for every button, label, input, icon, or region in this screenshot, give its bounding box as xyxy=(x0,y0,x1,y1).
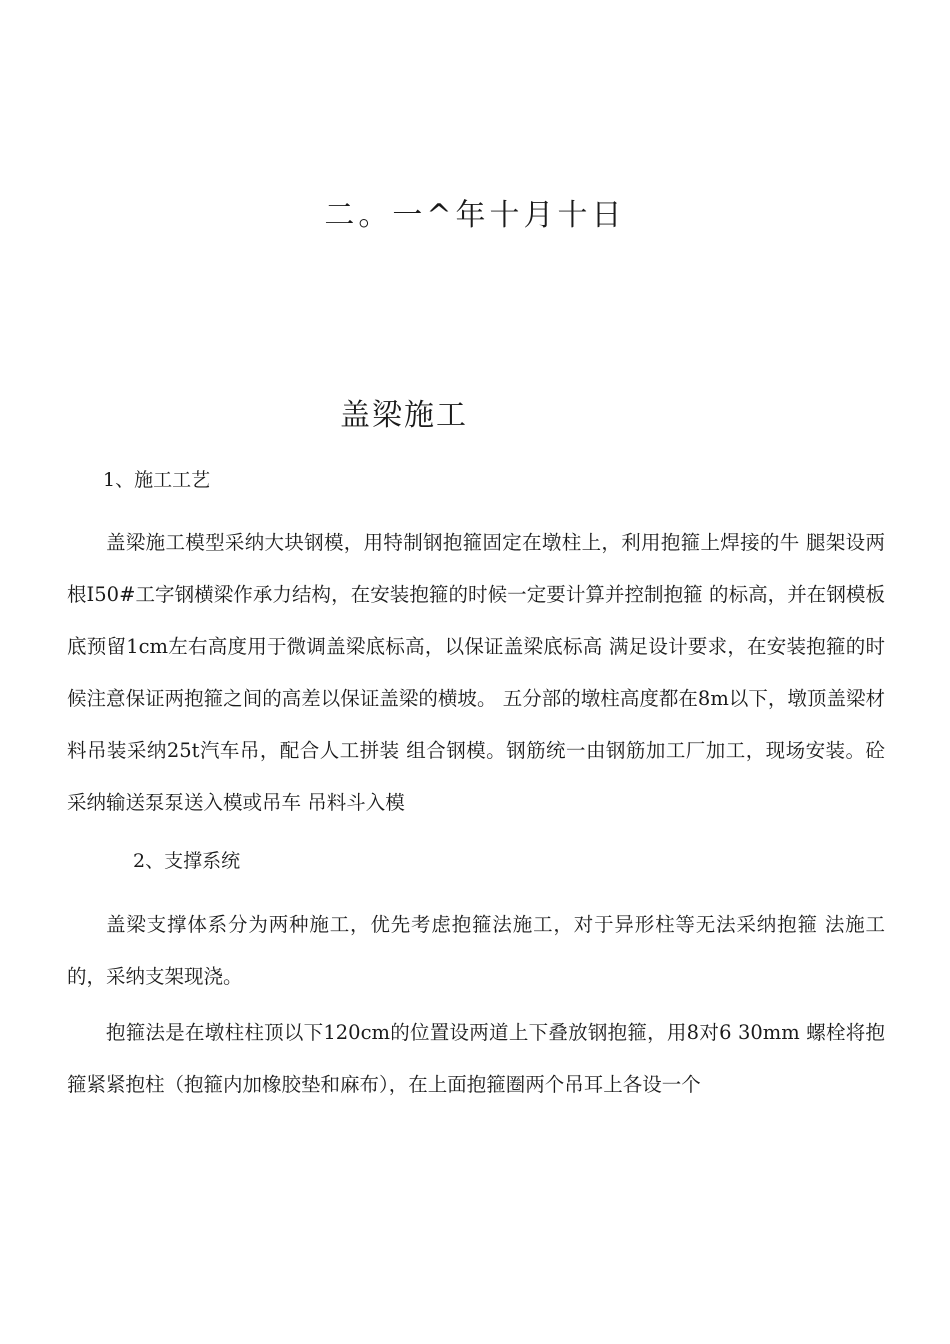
heading-construction-process: 1、施工工艺 xyxy=(103,469,211,491)
paragraph-support-system: 盖梁支撑体系分为两种施工，优先考虑抱箍法施工，对于异形柱等无法采纳抱箍 法施工的，采纳支架现浇。 xyxy=(67,913,885,988)
paragraph-hoop-method: 抱箍法是在墩柱柱顶以下120cm的位置设两道上下叠放钢抱箍，用8对6 30mm 螺栓将抱箍紧紧抱柱（抱箍内加橡胶垫和麻布），在上面抱箍圈两个吊耳上各设一个 xyxy=(67,1021,885,1096)
section-title: 盖梁施工 xyxy=(340,398,468,433)
date-line: 二。一^年十月十日 xyxy=(324,198,626,233)
paragraph-construction-process: 盖梁施工模型采纳大块钢模，用特制钢抱箍固定在墩柱上，利用抱箍上焊接的牛 腿架设两根I50#工字钢横梁作承力结构，在安装抱箍的时候一定要计算并控制抱箍 的标高，并在钢模板底预留1cm左右高度用于微调盖梁底标高，以保证盖梁底标高 满足设计要求，在安装抱箍的时候注意保证两抱箍之间的高差以保证盖梁的横坡。 五分部的墩柱高度都在8m以下，墩顶盖梁材料吊装采纳25t汽车吊，配合人工拼装 组合钢模。钢筋统一由钢筋加工厂加工，现场安装。砼采纳输送泵泵送入模或吊车 吊料斗入模 xyxy=(67,531,885,814)
heading-support-system: 2、支撑系统 xyxy=(133,850,241,872)
